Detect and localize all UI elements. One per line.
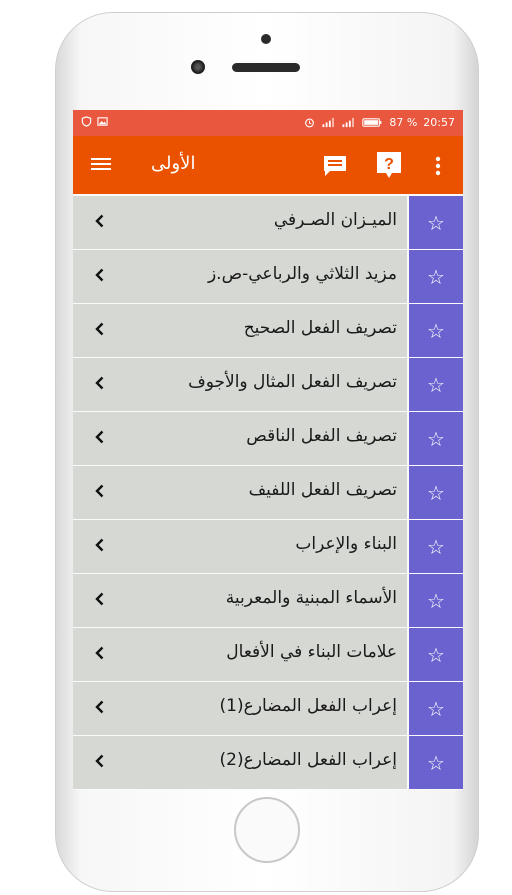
lesson-list (73, 196, 463, 790)
chat-icon[interactable] (322, 154, 348, 178)
star-outline-icon[interactable]: ☆ (409, 466, 463, 519)
earpiece-speaker (232, 63, 300, 72)
battery-icon (361, 117, 383, 128)
list-item-label: تصريف الفعل الصحيح (243, 318, 397, 338)
list-item[interactable] (73, 358, 463, 411)
shield-icon (81, 116, 92, 127)
list-item[interactable] (73, 412, 463, 465)
list-item[interactable] (73, 196, 463, 249)
star-outline-icon[interactable]: ☆ (409, 628, 463, 681)
list-item-body[interactable] (73, 628, 407, 681)
svg-text:?: ? (384, 156, 394, 173)
image-icon (97, 116, 108, 127)
battery-percent: 87 % (389, 116, 418, 129)
list-item[interactable] (73, 304, 463, 357)
signal-2-icon (341, 117, 355, 128)
list-item-body[interactable] (73, 250, 407, 303)
front-camera (191, 60, 205, 74)
list-item-label: تصريف الفعل الناقص (246, 426, 397, 446)
app-screen (73, 110, 463, 790)
list-item-body[interactable] (73, 574, 407, 627)
star-outline-icon[interactable]: ☆ (409, 736, 463, 789)
list-item[interactable] (73, 736, 463, 789)
star-outline-icon[interactable]: ☆ (409, 250, 463, 303)
star-outline-icon[interactable]: ☆ (409, 520, 463, 573)
list-item-label: إعراب الفعل المضارع(2) (219, 750, 397, 770)
list-item-body[interactable] (73, 682, 407, 735)
list-item-label: الأسماء المبنية والمعربية (225, 588, 397, 608)
star-outline-icon[interactable]: ☆ (409, 196, 463, 249)
signal-icon (321, 117, 335, 128)
chevron-left-icon (93, 322, 107, 336)
list-item-label: مزيد الثلاثي والرباعي-ص.ز (207, 264, 397, 284)
star-outline-icon[interactable]: ☆ (409, 574, 463, 627)
star-outline-icon[interactable]: ☆ (409, 358, 463, 411)
star-outline-icon[interactable]: ☆ (409, 412, 463, 465)
chevron-left-icon (93, 268, 107, 282)
app-bar (73, 136, 463, 194)
proximity-sensor (261, 34, 271, 44)
help-icon[interactable] (376, 151, 402, 179)
list-item-body[interactable] (73, 358, 407, 411)
list-item-label: الميـزان الصـرفي (273, 210, 397, 230)
list-item[interactable] (73, 682, 463, 735)
alarm-icon (304, 117, 315, 128)
list-item-label: إعراب الفعل المضارع(1) (219, 696, 397, 716)
page-title: الأولى (151, 153, 196, 174)
chevron-left-icon (93, 646, 107, 660)
chevron-left-icon (93, 592, 107, 606)
list-item-body[interactable] (73, 466, 407, 519)
list-item-body[interactable] (73, 196, 407, 249)
chevron-left-icon (93, 538, 107, 552)
list-item-body[interactable] (73, 736, 407, 789)
star-outline-icon[interactable]: ☆ (409, 682, 463, 735)
home-button[interactable] (234, 797, 300, 863)
star-outline-icon[interactable]: ☆ (409, 304, 463, 357)
list-item-label: تصريف الفعل اللفيف (248, 480, 397, 500)
list-item-body[interactable] (73, 520, 407, 573)
list-item-body[interactable] (73, 412, 407, 465)
list-item[interactable] (73, 250, 463, 303)
list-item[interactable] (73, 466, 463, 519)
chevron-left-icon (93, 376, 107, 390)
chevron-left-icon (93, 754, 107, 768)
list-item[interactable] (73, 628, 463, 681)
list-item[interactable] (73, 520, 463, 573)
status-bar (73, 110, 463, 136)
chevron-left-icon (93, 484, 107, 498)
list-item[interactable] (73, 574, 463, 627)
chevron-left-icon (93, 214, 107, 228)
chevron-left-icon (93, 430, 107, 444)
list-item-label: تصريف الفعل المثال والأجوف (188, 372, 397, 392)
list-item-body[interactable] (73, 304, 407, 357)
more-vert-icon[interactable] (431, 154, 445, 178)
clock: 20:57 (423, 116, 455, 129)
list-item-label: علامات البناء في الأفعال (226, 642, 397, 662)
list-item-label: البناء والإعراب (295, 534, 397, 554)
menu-icon[interactable] (91, 155, 115, 175)
chevron-left-icon (93, 700, 107, 714)
